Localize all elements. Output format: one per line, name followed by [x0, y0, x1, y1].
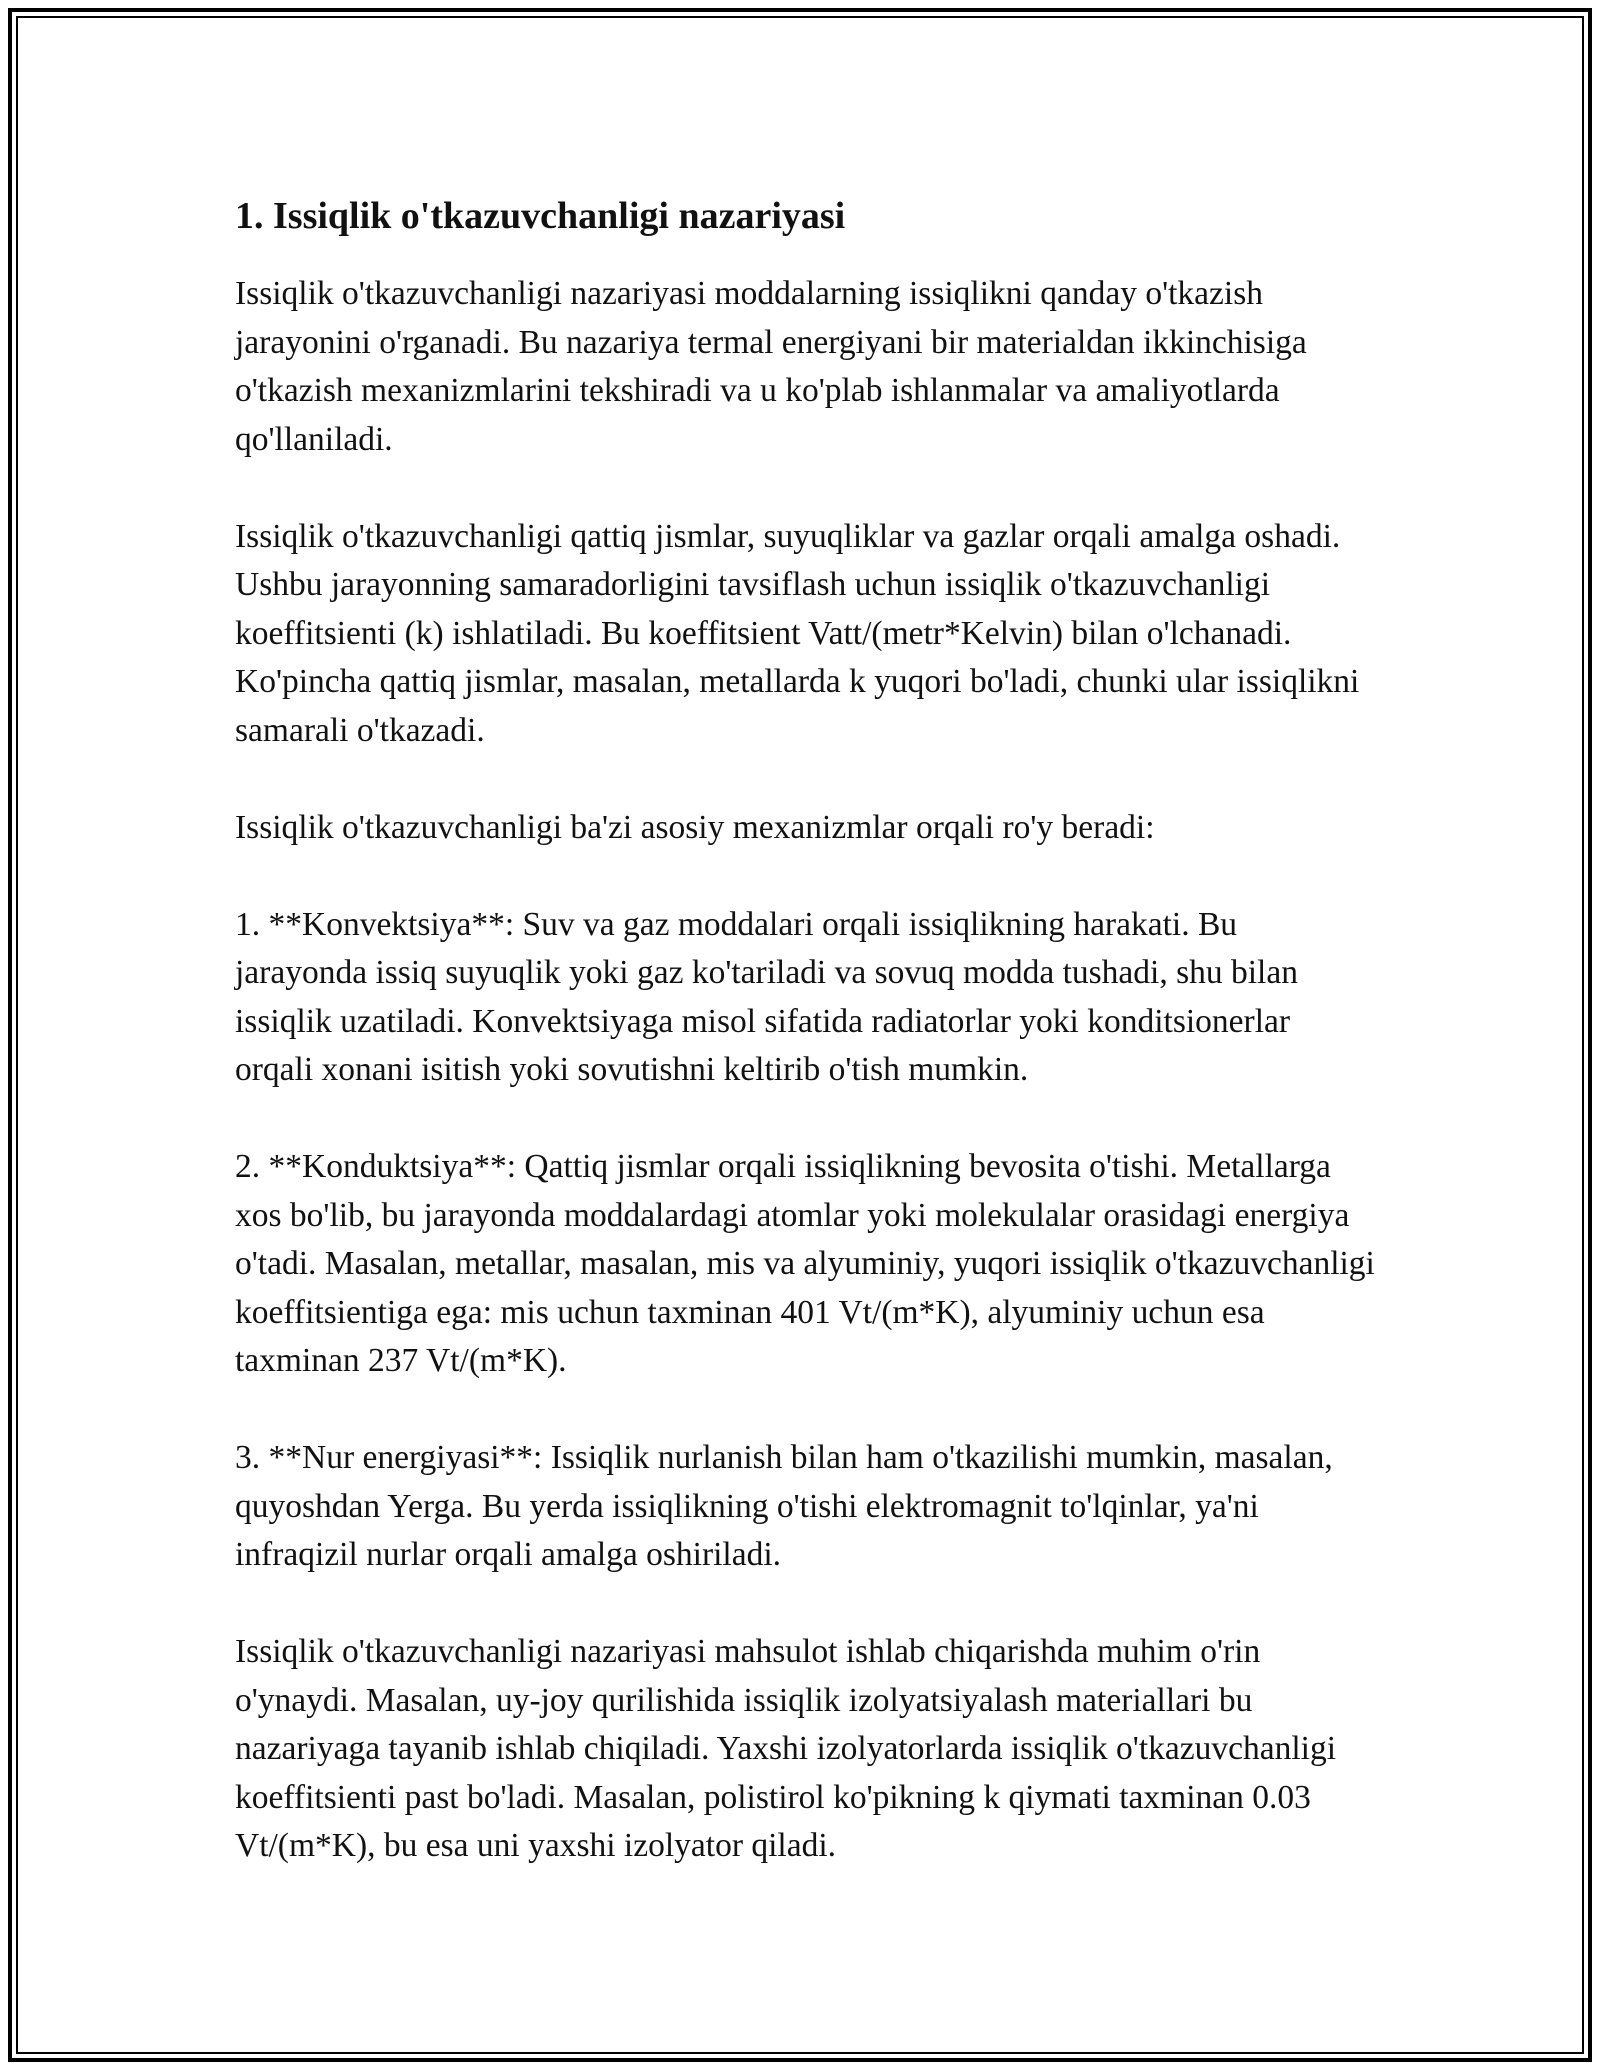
document-title: 1. Issiqlik o'tkazuvchanligi nazariyasi — [235, 195, 846, 237]
paragraph-intro: Issiqlik o'tkazuvchanligi nazariyasi moddalarning issiqlikni qanday o'tkazish jarayonini o'rganadi. Bu nazariya termal energiyani bir materialdan ikkinchisiga o'tkazish mexanizmlarini tekshiradi va u ko'plab ishlanmalar va amaliyotlarda qo'llaniladi. — [235, 275, 1307, 458]
paragraph-mechanisms-intro: Issiqlik o'tkazuvchanligi ba'zi asosiy mexanizmlar orqali ro'y beradi: — [235, 808, 1155, 846]
list-item-conduction: 2. **Konduktsiya**: Qattiq jismlar orqali issiqlikning bevosita o'tishi. Metallarga xos bo'lib, bu jarayonda moddalardagi atomlar yoki molekulalar orasidagi energiya o'tadi. Masalan, metallar, masalan, mis va alyuminiy, yuqori issiqlik o'tkazuvchanligi koeffitsientiga ega: mis uchun taxminan 401 Vt/(m*K), alyuminiy uchun esa taxminan 237 Vt/(m*K). — [235, 1148, 1375, 1379]
list-item-radiation: 3. **Nur energiyasi**: Issiqlik nurlanish bilan ham o'tkazilishi mumkin, masalan, quyoshdan Yerga. Bu yerda issiqlikning o'tishi elektromagnit to'lqinlar, ya'ni infraqizil nurlar orqali amalga oshiriladi. — [235, 1439, 1333, 1573]
document-body — [235, 188, 1375, 1919]
list-item-convection: 1. **Konvektsiya**: Suv va gaz moddalari orqali issiqlikning harakati. Bu jarayonda issiq suyuqlik yoki gaz ko'tariladi va sovuq modda tushadi, shu bilan issiqlik uzatiladi. Konvektsiyaga misol sifatida radiatorlar yoki konditsionerlar orqali xonani isitish yoki sovutishni keltirib o'tish mumkin. — [235, 905, 1298, 1088]
paragraph-conductivity-coefficient: Issiqlik o'tkazuvchanligi qattiq jismlar, suyuqliklar va gazlar orqali amalga oshadi. Ushbu jarayonning samaradorligini tavsiflash uchun issiqlik o'tkazuvchanligi koeffitsienti (k) ishlatiladi. Bu koeffitsient Vatt/(metr*Kelvin) bilan o'lchanadi. Ko'pincha qattiq jismlar, masalan, metallarda k yuqori bo'ladi, chunki ular issiqlikni samarali o'tkazadi. — [235, 517, 1360, 749]
paragraph-applications: Issiqlik o'tkazuvchanligi nazariyasi mahsulot ishlab chiqarishda muhim o'rin o'ynaydi. Masalan, uy-joy qurilishida issiqlik izolyatsiyalash materiallari bu nazariyaga tayanib ishlab chiqiladi. Yaxshi izolyatorlarda issiqlik o'tkazuvchanligi koeffitsienti past bo'ladi. Masalan, polistirol ko'pikning k qiymati taxminan 0.03 Vt/(m*K), bu esa uni yaxshi izolyator qiladi. — [235, 1633, 1337, 1864]
